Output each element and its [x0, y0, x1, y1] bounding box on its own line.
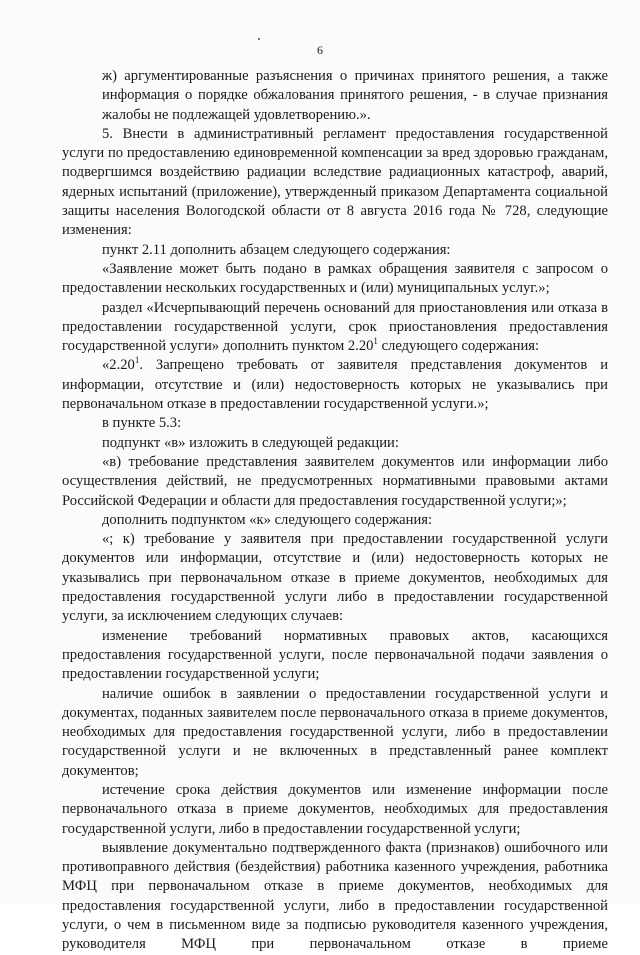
- paragraph-point-2-11: пункт 2.11 дополнить абзацем следующего содержания:: [102, 241, 451, 258]
- superscript: 1: [134, 355, 140, 366]
- paragraph-case-4: выявление документально подтвержденного факта (признаков) ошибочного или противоправного действия (бездействия) работника казенного учреждения, работника МФЦ при первоначальном отказе в приеме документов, необходимых для предоставления государственной услуги, либо в предоставлении государственной услуги, о чем в письменном виде за подписью руководителя казенного учреждения, руководителя МФЦ при первоначальном отказе в приеме: [62, 839, 608, 953]
- paragraph-quote-application: «Заявление может быть подано в рамках обращения заявителя с запросом о предоставлении нескольких государственных и (или) муниципальных услуг.»;: [62, 260, 608, 297]
- paragraph-quote-k: «; к) требование у заявителя при предоставлении государственной услуги документов или информации, отсутствие и (или) недостоверность которых не указывались при первоначальном отказе в приеме документов, необходимых для предоставления государственной услуги либо в предоставлении государственной услуги, за исключением следующих случаев:: [62, 531, 608, 625]
- document-body: [62, 67, 608, 955]
- paragraph-subpoint-v: подпункт «в» изложить в следующей редакции:: [102, 434, 399, 451]
- paragraph-quote-v: «в) требование представления заявителем документов или информации либо осуществления действий, не предусмотренных нормативными правовыми актами Российской Федерации и области для предоставления государственной услуги;»;: [62, 453, 608, 509]
- paragraph-case-1: изменение требований нормативных правовых актов, касающихся предоставления государственной услуги, после первоначальной подачи заявления о предоставлении государственной услуги;: [62, 627, 608, 683]
- superscript: 1: [373, 336, 378, 347]
- paragraph-point-2-20-1: «2.20$^1$. Запрещено требовать от заявителя представления документов и информации, отсутствие и (или) недостоверность которых не указывались при первоначальном отказе в предоставлении государственной услуги.»;: [62, 355, 608, 413]
- paragraph-subpoint-k: дополнить подпунктом «к» следующего содержания:: [102, 511, 433, 528]
- paragraph-clause-zh: ж) аргументированные разъяснения о причинах принятого решения, а также информация о порядке обжалования принятого решения, - в случае признания жалобы не подлежащей удовлетворению.».: [102, 68, 608, 123]
- paragraph-point-5-3: в пункте 5.3:: [102, 415, 182, 432]
- paragraph-item-5: 5. Внести в административный регламент предоставления государственной услуги по предоставлению единовременной компенсации за вред здоровью гражданам, подвергшимся воздействию радиации вследствие радиационных катастроф, аварий, ядерных испытаний (приложение), утвержденный приказом Департамента социальной защиты населения Вологодской области от 8 августа 2016 года № 728, следующие изменения:: [62, 125, 608, 239]
- paragraph-case-3: истечение срока действия документов или изменение информации после первоначального отказа в приеме документов, необходимых для предоставления государственной услуги, либо в предоставлении государственной услуги;: [62, 781, 608, 837]
- scan-speck: [258, 38, 260, 40]
- paragraph-case-2: наличие ошибок в заявлении о предоставлении государственной услуги и документах, поданных заявителем после первоначального отказа в приеме документов, необходимых для предоставления государственной услуги, либо в предоставлении государственной услуги и не включенных в представленный ранее комплект документов;: [62, 685, 608, 779]
- page-number: 6: [317, 43, 323, 57]
- paragraph-section-addition: раздел «Исчерпывающий перечень оснований для приостановления или отказа в предоставлении государственной услуги, срок приостановления предоставления государственной услуги» дополнить пунктом 2.20$^1$ следующего содержания:: [62, 299, 608, 355]
